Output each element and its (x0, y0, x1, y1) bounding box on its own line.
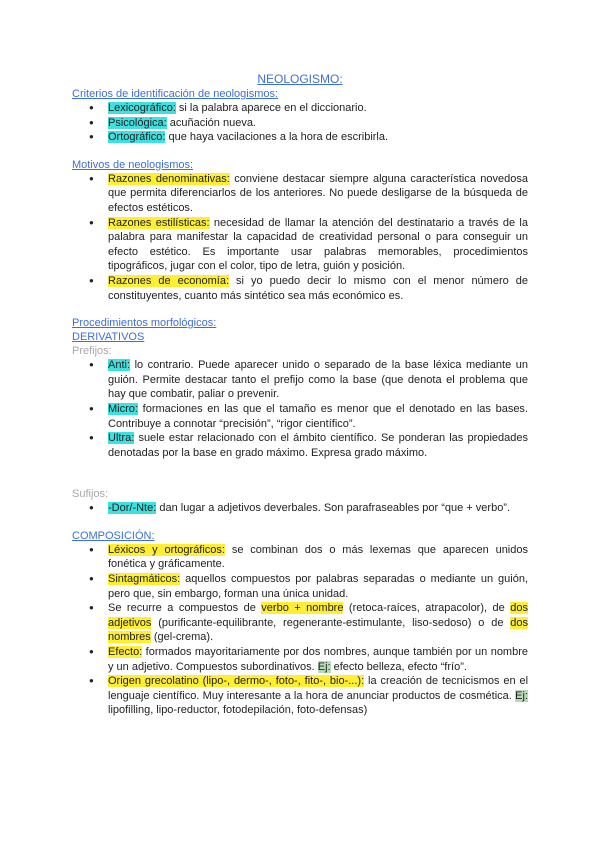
motivos-list (72, 172, 528, 303)
list-item (108, 130, 528, 145)
item-text: si yo puedo decir lo mismo con el menor número de constituyentes, cuanto más sintético sea más económico es. (108, 274, 528, 302)
item-text: la creación de tecnicismos en el lenguaje científico. Muy interesante a la hora de anunciar productos de cosmética. (108, 675, 529, 702)
item-text: lipofilling, lipo-reductor, fotodepilación, foto-defensas) (108, 704, 368, 717)
item-text: formaciones en las que el tamaño es menor que el denotado en las bases. Contribuye a connotar “precisión”, “rigor científico”. (108, 402, 528, 430)
item-text: lo contrario. Puede aparecer unido o separado de la base léxica mediante un guión. Permite destacar tanto el prefijo como la base (que denota el problema que hay que combatir, paliar o prevenir. (108, 359, 528, 401)
list-item (108, 116, 528, 131)
term-highlight: verbo + nombre (261, 602, 344, 615)
item-text: aquellos compuestos por palabras separadas o mediante un guión, pero que, sin embargo, forman una única unidad. (108, 573, 528, 600)
list-item (108, 431, 528, 460)
sufijos-label: Sufijos: (72, 488, 109, 501)
list-item (108, 274, 528, 303)
term-highlight: Ortográfico: (108, 131, 166, 144)
item-text: suele estar relacionado con el ámbito científico. Se ponderan las propiedades denotadas por la base en grado máximo. Expresa grado máximo. (108, 432, 528, 459)
page-title: NEOLOGISMO: (257, 72, 343, 86)
list-item (108, 402, 528, 431)
list-item (108, 358, 528, 402)
term-highlight: -Dor/-Nte: (108, 502, 157, 515)
term-highlight: dos nombres (108, 616, 528, 644)
item-text: se combinan dos o más lexemas que aparecen unidos fonética y gráficamente. (108, 543, 528, 571)
term-highlight: Razones denominativas: (108, 172, 230, 185)
term-highlight: Razones estilísticas: (108, 216, 210, 229)
term-highlight: Sintagmáticos: (108, 573, 181, 586)
item-text: Se recurre a compuestos de (108, 602, 262, 615)
item-text: dan lugar a adjetivos deverbales. Son parafraseables por “que + verbo”. (156, 502, 511, 515)
term-highlight: Ultra: (108, 432, 135, 445)
term-highlight: Micro: (108, 402, 138, 415)
term-highlight: Psicológica: (108, 116, 167, 129)
list-item (108, 216, 528, 274)
prefijos-list (72, 358, 528, 460)
list-item (108, 572, 528, 601)
sufijos-list (72, 501, 528, 516)
list-item (108, 501, 528, 516)
list-item (108, 601, 528, 645)
term-highlight: Anti: (108, 359, 131, 372)
example-label: Ej: (515, 689, 528, 702)
document-page (72, 72, 528, 718)
procedimientos-heading: Procedimientos morfológicos: (72, 317, 217, 330)
term-highlight: Origen grecolatino (lipo-, dermo-, foto-, fito-, bio-...): (108, 675, 365, 688)
example-label: Ej: (317, 660, 331, 673)
prefijos-label: Prefijos: (72, 345, 112, 358)
term-highlight: Razones de economía: (108, 274, 230, 287)
item-text: que haya vacilaciones a la hora de escribirla. (165, 131, 389, 144)
composicion-list (72, 543, 528, 718)
criterios-list (72, 101, 528, 145)
item-text: si la palabra aparece en el diccionario. (175, 102, 367, 114)
item-text: necesidad de llamar la atención del destinatario a través de la palabra para manifestar la capacidad de creatividad personal o para conseguir un efecto estético. Es importante usar palabras memorables, procedimientos tipográficos, jugar con el color, tipo de letra, guión y posición. (108, 216, 528, 273)
item-text: formados mayoritariamente por dos nombres, aunque también por un nombre y un adjetivo. Compuestos subordinativos. (108, 646, 528, 673)
composicion-heading: COMPOSICIÓN: (72, 529, 155, 542)
term-highlight: Efecto: (108, 646, 143, 659)
motivos-heading: Motivos de neologismos: (72, 158, 194, 171)
item-text: (retoca-raíces, atrapacolor), de (343, 602, 511, 615)
list-item (108, 674, 528, 718)
derivativos-heading: DERIVATIVOS (72, 331, 145, 344)
list-item (108, 543, 528, 572)
item-text: (gel-crema). (150, 631, 214, 644)
term-highlight: dos adjetivos (108, 602, 528, 629)
term-highlight: Léxicos y ortográficos: (108, 543, 225, 556)
list-item (108, 645, 528, 674)
criterios-heading: Criterios de identificación de neologismos: (72, 88, 279, 100)
item-text: efecto belleza, efecto “frío”. (330, 660, 467, 673)
item-text: conviene destacar siempre alguna característica novedosa que permita diferenciarlos de los anteriores. No puede desligarse de la búsqueda de efectos estéticos. (108, 172, 528, 214)
term-highlight: Lexicográfico: (108, 102, 176, 114)
list-item (108, 101, 528, 116)
item-text: acuñación nueva. (166, 116, 256, 129)
item-text: (purificante-equilibrante, regenerante-estimulante, liso-sedoso) o de (151, 616, 511, 629)
list-item (108, 172, 528, 216)
